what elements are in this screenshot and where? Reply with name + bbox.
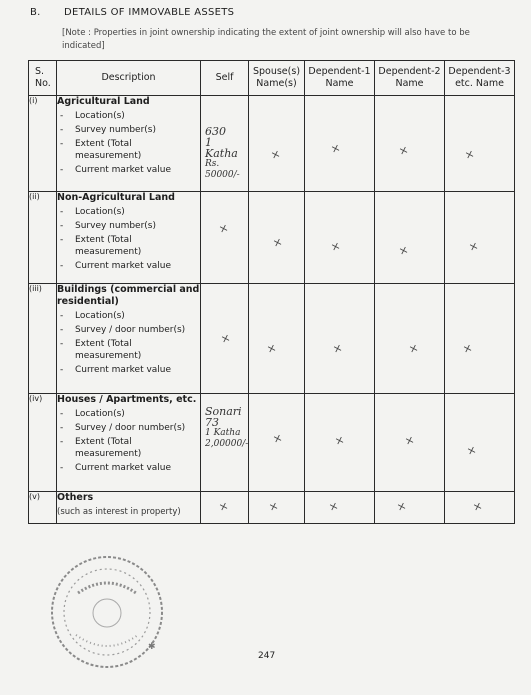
section-title: DETAILS OF IMMOVABLE ASSETS [64, 7, 235, 18]
column-header-self: Self [201, 61, 249, 96]
asset-detail-list [57, 110, 200, 176]
asset-detail-item: - Extent (Total measurement) [57, 338, 200, 362]
row-serial-number: (v) [29, 492, 57, 524]
cross-mark: × [329, 238, 343, 255]
row-serial-number: (iii) [29, 284, 57, 394]
self-entry-cell [201, 492, 249, 524]
section-heading [30, 7, 234, 18]
relative-entry-cell [305, 96, 375, 192]
cross-mark: × [267, 498, 281, 515]
asset-detail-item: - Current market value [57, 260, 200, 272]
asset-detail-list [57, 206, 200, 272]
relative-entry-cell [445, 192, 515, 284]
cross-mark: × [269, 146, 283, 163]
cross-mark: × [217, 498, 231, 515]
cross-mark: × [471, 498, 485, 515]
row-description [57, 394, 201, 492]
row-serial-number: (iv) [29, 394, 57, 492]
self-entry-cell [201, 284, 249, 394]
table-row [29, 492, 515, 524]
cross-mark: × [461, 340, 475, 357]
asset-category-title: Buildings (commercial and residential) [57, 284, 200, 307]
handwritten-entry: Sonari [205, 405, 242, 418]
column-header-spouse: Spouse(s) Name(s) [249, 61, 305, 96]
handwritten-entry: 73 [205, 416, 219, 429]
row-description [57, 492, 201, 524]
cross-mark: × [219, 330, 233, 347]
relative-entry-cell [249, 492, 305, 524]
relative-entry-cell [249, 394, 305, 492]
column-header-description: Description [57, 61, 201, 96]
column-header-sno: S. No. [29, 61, 57, 96]
section-note: [Note : Properties in joint ownership indicating the extent of joint ownership will also have to be indicated] [62, 28, 470, 51]
cross-mark: × [217, 220, 231, 237]
row-description [57, 96, 201, 192]
asset-detail-item: - Extent (Total measurement) [57, 234, 200, 258]
asset-detail-item: - Location(s) [57, 310, 200, 322]
asset-detail-list [57, 408, 200, 474]
table-header-row [29, 61, 515, 96]
asset-category-title: Non-Agricultural Land [57, 192, 175, 203]
relative-entry-cell [305, 492, 375, 524]
self-entry-cell [201, 96, 249, 192]
cross-mark: × [463, 146, 477, 163]
cross-mark: × [329, 140, 343, 157]
row-description [57, 192, 201, 284]
cross-mark: × [397, 242, 411, 259]
asset-detail-item: - Survey number(s) [57, 124, 200, 136]
column-header-dependent-2: Dependent-2 Name [375, 61, 445, 96]
relative-entry-cell [375, 192, 445, 284]
svg-text:✱: ✱ [148, 642, 156, 652]
table-row [29, 284, 515, 394]
relative-entry-cell [445, 394, 515, 492]
cross-mark: × [331, 340, 345, 357]
relative-entry-cell [249, 284, 305, 394]
row-serial-number: (ii) [29, 192, 57, 284]
table-row [29, 394, 515, 492]
official-seal-stamp [48, 553, 166, 671]
relative-entry-cell [305, 192, 375, 284]
row-description [57, 284, 201, 394]
relative-entry-cell [375, 284, 445, 394]
asset-detail-item: - Survey / door number(s) [57, 422, 200, 434]
cross-mark: × [465, 442, 479, 459]
cross-mark: × [271, 430, 285, 447]
asset-detail-item: - Current market value [57, 364, 200, 376]
asset-category-title: Others [57, 492, 94, 503]
asset-detail-item: - Extent (Total measurement) [57, 138, 200, 162]
relative-entry-cell [445, 492, 515, 524]
row-serial-number: (i) [29, 96, 57, 192]
asset-detail-item: - Current market value [57, 164, 200, 176]
relative-entry-cell [305, 284, 375, 394]
relative-entry-cell [375, 394, 445, 492]
cross-mark: × [395, 498, 409, 515]
asset-detail-item: - Survey / door number(s) [57, 324, 200, 336]
asset-detail-item: - Current market value [57, 462, 200, 474]
cross-mark: × [403, 432, 417, 449]
column-header-dependent-1: Dependent-1 Name [305, 61, 375, 96]
cross-mark: × [333, 432, 347, 449]
cross-mark: × [467, 238, 481, 255]
handwritten-entry: 2,00000/- [205, 439, 249, 449]
page-number: 247 [258, 651, 276, 661]
section-letter: B. [30, 7, 41, 18]
relative-entry-cell [249, 96, 305, 192]
column-header-dependent-3: Dependent-3 etc. Name [445, 61, 515, 96]
asset-detail-list [57, 310, 200, 376]
table-row [29, 192, 515, 284]
handwritten-entry: 50000/- [205, 170, 240, 180]
relative-entry-cell [249, 192, 305, 284]
handwritten-entry: Rs. [205, 159, 220, 169]
handwritten-entry: 1 Katha [205, 428, 241, 438]
cross-mark: × [265, 340, 279, 357]
relative-entry-cell [445, 96, 515, 192]
handwritten-entry: 630 [205, 125, 226, 138]
table-row [29, 96, 515, 192]
handwritten-entry: 1 Katha [205, 136, 238, 160]
relative-entry-cell [375, 492, 445, 524]
asset-detail-item: - Location(s) [57, 110, 200, 122]
asset-detail-item: - Location(s) [57, 206, 200, 218]
relative-entry-cell [305, 394, 375, 492]
asset-detail-item: - Extent (Total measurement) [57, 436, 200, 460]
cross-mark: × [407, 340, 421, 357]
self-entry-cell [201, 394, 249, 492]
asset-detail-item: - Survey number(s) [57, 220, 200, 232]
asset-detail-item: - Location(s) [57, 408, 200, 420]
asset-category-subtitle: (such as interest in property) [57, 507, 181, 517]
asset-category-title: Agricultural Land [57, 96, 150, 107]
cross-mark: × [397, 142, 411, 159]
relative-entry-cell [445, 284, 515, 394]
cross-mark: × [271, 234, 285, 251]
relative-entry-cell [375, 96, 445, 192]
cross-mark: × [327, 498, 341, 515]
self-entry-cell [201, 192, 249, 284]
asset-category-title: Houses / Apartments, etc. [57, 394, 197, 405]
immovable-assets-table [28, 60, 515, 524]
